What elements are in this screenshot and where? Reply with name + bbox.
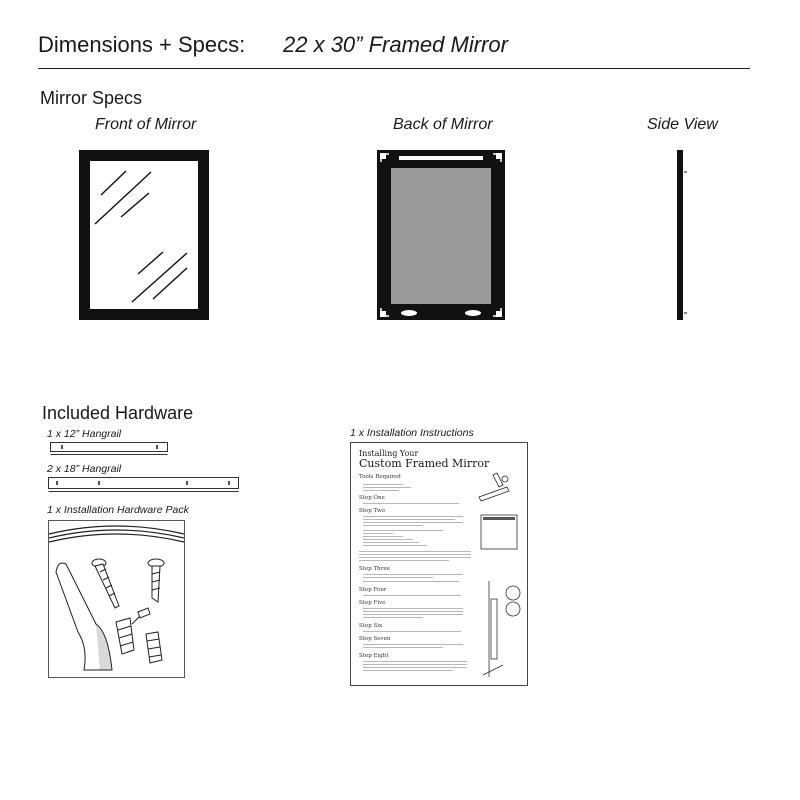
page-title: Dimensions + Specs:	[38, 32, 246, 57]
doc-step-1: Step One	[359, 495, 385, 501]
hangrail-12-label: 1 x 12” Hangrail	[47, 428, 122, 440]
side-mirror-illustration	[674, 150, 690, 320]
doc-tools-heading: Tools Required	[359, 474, 401, 480]
top-hangrail	[399, 156, 483, 160]
doc-step-7: Step Seven	[359, 636, 391, 642]
header-divider	[38, 68, 750, 69]
doc-step-5: Step Five	[359, 600, 386, 606]
back-panel	[391, 168, 491, 304]
mirror-specs-heading: Mirror Specs	[40, 88, 143, 108]
hardware-pack-illustration	[48, 520, 185, 678]
doc-step-8: Step Eight	[359, 653, 389, 659]
instructions-label: 1 x Installation Instructions	[350, 427, 474, 439]
back-mirror-illustration	[377, 150, 505, 320]
back-view-caption: Back of Mirror	[393, 116, 493, 133]
included-hardware-heading: Included Hardware	[42, 403, 194, 423]
instructions-document	[350, 442, 528, 686]
side-profile	[677, 150, 683, 320]
side-view-caption: Side View	[647, 116, 718, 133]
doc-step-6: Step Six	[359, 623, 383, 629]
doc-title-line2: Custom Framed Mirror	[359, 457, 490, 470]
hardware-pack-label: 1 x Installation Hardware Pack	[47, 504, 189, 516]
mirror-glass	[90, 161, 198, 309]
hangrail-18-illustration	[48, 477, 240, 493]
doc-step-3: Step Three	[359, 566, 390, 572]
hangrail-12-illustration	[50, 442, 168, 456]
front-mirror-illustration	[79, 150, 209, 320]
doc-step-2: Step Two	[359, 508, 385, 514]
doc-diagram-hanging	[481, 579, 525, 679]
doc-diagram-mirror-back	[479, 513, 521, 553]
doc-step-4: Step Four	[359, 587, 387, 593]
tools-icon	[473, 471, 517, 507]
doc-title-line1: Installing Your	[359, 449, 419, 458]
product-subtitle: 22 x 30” Framed Mirror	[283, 32, 508, 57]
front-view-caption: Front of Mirror	[95, 116, 197, 133]
hangrail-18-label: 2 x 18” Hangrail	[47, 463, 122, 475]
